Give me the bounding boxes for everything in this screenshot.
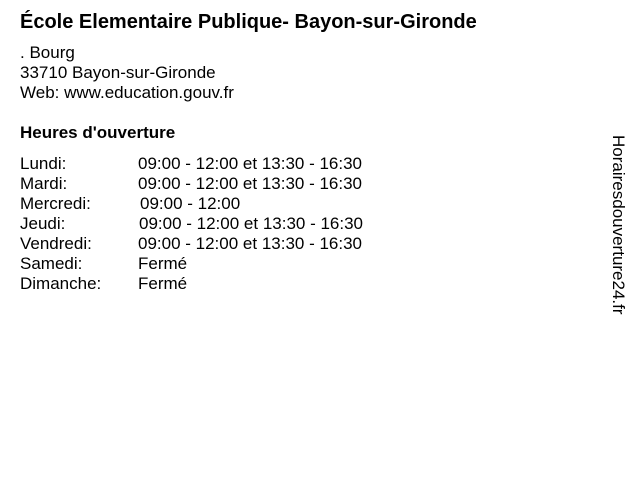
day-label: Lundi:	[20, 154, 67, 173]
hours-value: Fermé	[138, 254, 188, 273]
day-label: Samedi:	[20, 254, 83, 273]
hours-value: 09:00 - 12:00 et 13:30 - 16:30	[139, 214, 364, 233]
site-brand-vertical: Horairesdouverture24.fr	[609, 135, 628, 315]
address-line-city: 33710 Bayon-sur-Gironde	[20, 63, 216, 82]
hours-value: 09:00 - 12:00	[140, 194, 241, 213]
business-title: École Elementaire Publique- Bayon-sur-Gironde	[20, 11, 477, 33]
hours-value: 09:00 - 12:00 et 13:30 - 16:30	[138, 234, 363, 253]
hours-value: 09:00 - 12:00 et 13:30 - 16:30	[138, 174, 363, 193]
day-label: Jeudi:	[20, 214, 66, 233]
hours-value: 09:00 - 12:00 et 13:30 - 16:30	[138, 154, 363, 173]
day-label: Dimanche:	[20, 274, 102, 293]
business-address	[20, 43, 234, 103]
day-label: Mardi:	[20, 174, 68, 193]
opening-hours-heading: Heures d'ouverture	[20, 123, 176, 142]
hours-value: Fermé	[138, 274, 188, 293]
website-line: Web: www.education.gouv.fr	[20, 83, 234, 102]
day-label: Mercredi:	[20, 194, 91, 213]
address-line-street: . Bourg	[20, 43, 75, 62]
day-label: Vendredi:	[20, 234, 92, 253]
